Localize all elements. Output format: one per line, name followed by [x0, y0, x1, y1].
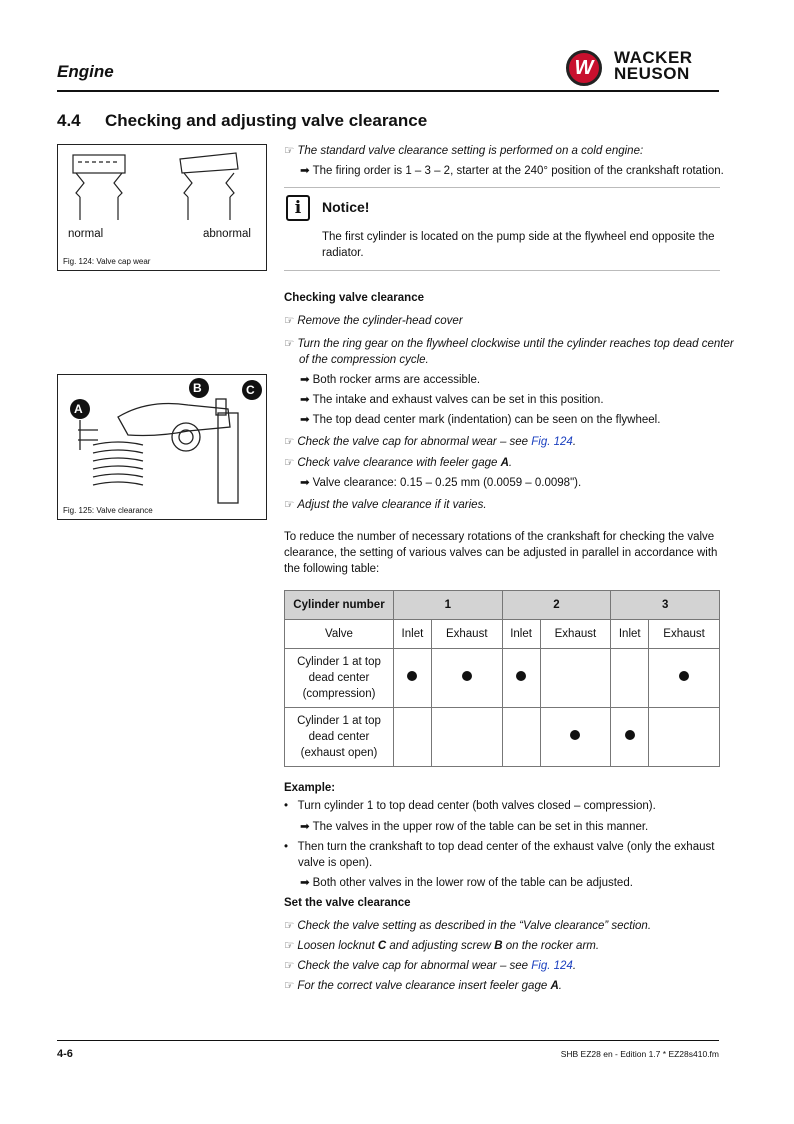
checking-heading: Checking valve clearance: [284, 292, 424, 304]
result-clearance-value: ➡ Valve clearance: 0.15 – 0.25 mm (0.0059 – 0.0098").: [284, 475, 736, 491]
col-exhaust: Exhaust: [540, 620, 611, 649]
label-normal: normal: [68, 228, 104, 240]
marked-dot-icon: [516, 671, 526, 681]
fig-124-link[interactable]: Fig. 124: [531, 960, 573, 972]
marked-dot-icon: [407, 671, 417, 681]
valve-cell: [431, 708, 502, 767]
wacker-neuson-logo-icon: W: [566, 50, 602, 86]
example-result-1: ➡ The valves in the upper row of the table can be set in this manner.: [284, 819, 736, 835]
step-check-valve-cap: ☞ Check the valve cap for abnormal wear – see Fig. 124.: [284, 434, 720, 450]
step-loosen-locknut: ☞ Loosen locknut C and adjusting screw B on the rocker arm.: [284, 938, 720, 954]
col-exhaust: Exhaust: [649, 620, 720, 649]
marked-dot-icon: [625, 730, 635, 740]
header-cyl-2: 2: [502, 591, 611, 620]
col-inlet: Inlet: [502, 620, 540, 649]
rocker-arm-illustration: [58, 375, 266, 505]
valve-cell: [502, 649, 540, 708]
row-exhaust-open-label: Cylinder 1 at top dead center (exhaust open): [285, 708, 394, 767]
header-cyl-1: 1: [394, 591, 503, 620]
step-cold-engine: ☞ The standard valve clearance setting is performed on a cold engine:: [284, 143, 720, 159]
col-inlet: Inlet: [394, 620, 432, 649]
result-valves-set: ➡ The intake and exhaust valves can be set in this position.: [284, 392, 736, 408]
callout-b: B: [193, 381, 202, 395]
section-title: 4.4 Checking and adjusting valve clearance: [57, 111, 428, 130]
result-tdc-mark: ➡ The top dead center mark (indentation) can be seen on the flywheel.: [284, 412, 736, 428]
step-turn-ring-gear: ☞ Turn the ring gear on the flywheel clockwise until the cylinder reaches top dead center of the compression cycle.: [284, 336, 735, 368]
notice-text: The first cylinder is located on the pump side at the flywheel end opposite the radiator.: [322, 231, 715, 259]
valve-cell: [540, 649, 611, 708]
info-icon: i: [286, 195, 310, 221]
footer-rule: [57, 1040, 719, 1041]
marked-dot-icon: [679, 671, 689, 681]
valve-cell: [611, 708, 649, 767]
page-header-title: Engine: [57, 62, 114, 81]
valve-cell: [649, 649, 720, 708]
figure-125: [57, 374, 267, 520]
valve-cell: [649, 708, 720, 767]
brand-logo-text: WACKER NEUSON: [614, 48, 693, 83]
notice-bottom-rule: [284, 270, 720, 271]
header-cyl-3: 3: [611, 591, 720, 620]
valve-cell: [540, 708, 611, 767]
setting-heading: Set the valve clearance: [284, 897, 411, 909]
figure-125-caption: Fig. 125: Valve clearance: [63, 506, 153, 515]
result-rocker-arms: ➡ Both rocker arms are accessible.: [284, 372, 736, 388]
valve-table: [284, 590, 720, 767]
header-rule: [57, 90, 719, 92]
page-number: 4-6: [57, 1048, 73, 1060]
row-compression-label: Cylinder 1 at top dead center (compression): [285, 649, 394, 708]
marked-dot-icon: [462, 671, 472, 681]
table-intro-paragraph: To reduce the number of necessary rotations of the crankshaft for checking the valve clearance, the setting of various valves can be adjusted in parallel in accordance with the following table:: [284, 531, 718, 575]
step-insert-feeler: ☞ For the correct valve clearance insert feeler gage A.: [284, 978, 720, 994]
step-check-setting: ☞ Check the valve setting as described in the “Valve clearance” section.: [284, 918, 720, 934]
col-inlet: Inlet: [611, 620, 649, 649]
document-reference: SHB EZ28 en - Edition 1.7 * EZ28s410.fm: [560, 1049, 719, 1059]
figure-124: [57, 144, 267, 271]
valve-label: Valve: [285, 620, 394, 649]
step-adjust: ☞ Adjust the valve clearance if it varies.: [284, 497, 720, 513]
valve-cell: [502, 708, 540, 767]
fig-124-link[interactable]: Fig. 124: [531, 436, 573, 448]
notice-title: Notice!: [322, 199, 370, 215]
notice-top-rule: [284, 187, 720, 188]
step-check-cap-again: ☞ Check the valve cap for abnormal wear – see Fig. 124.: [284, 958, 720, 974]
col-exhaust: Exhaust: [431, 620, 502, 649]
valve-cell: [394, 708, 432, 767]
marked-dot-icon: [570, 730, 580, 740]
callout-a: A: [74, 402, 83, 416]
result-firing-order: ➡ The firing order is 1 – 3 – 2, starter at the 240° position of the crankshaft rotation.: [284, 163, 736, 179]
valve-cell: [611, 649, 649, 708]
valve-cell: [431, 649, 502, 708]
valve-cell: [394, 649, 432, 708]
header-cylinder-number: Cylinder number: [285, 591, 394, 620]
label-abnormal: abnormal: [203, 228, 251, 240]
example-heading: Example:: [284, 782, 336, 794]
example-result-2: ➡ Both other valves in the lower row of the table can be adjusted.: [284, 875, 736, 891]
step-remove-cover: ☞ Remove the cylinder-head cover: [284, 313, 720, 329]
figure-124-caption: Fig. 124: Valve cap wear: [63, 257, 151, 266]
callout-c: C: [246, 383, 255, 397]
step-check-clearance: ☞ Check valve clearance with feeler gage A.: [284, 455, 720, 471]
example-bullet-2: • Then turn the crankshaft to top dead center of the exhaust valve (only the exhaust valve is open).: [284, 841, 715, 869]
example-bullet-1: • Turn cylinder 1 to top dead center (both valves closed – compression).: [284, 800, 656, 812]
